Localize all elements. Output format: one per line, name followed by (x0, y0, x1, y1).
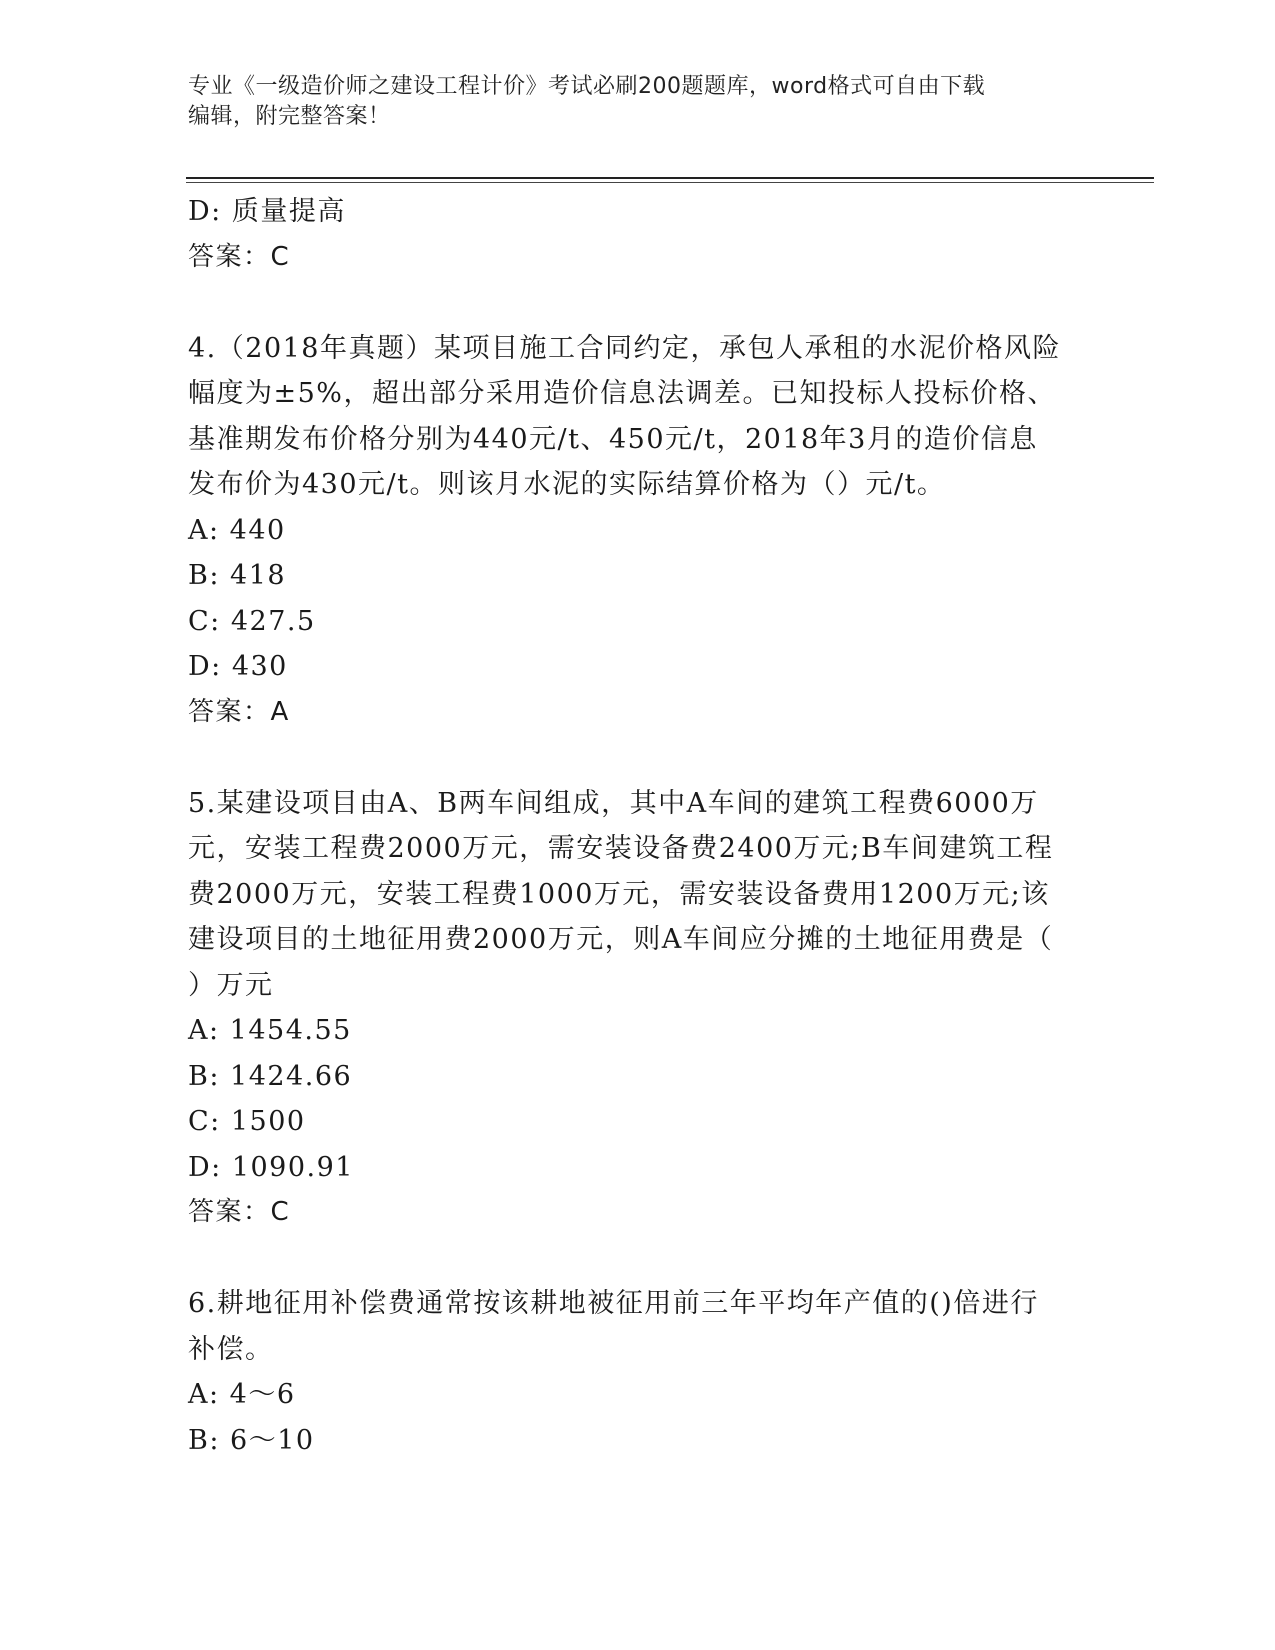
header-rule-thick (186, 177, 1154, 179)
question-content (188, 189, 1068, 1463)
question-5-answer: 答案：C (188, 1197, 291, 1227)
question-5-option-c: C: 1500 (188, 1106, 306, 1137)
question-4-line: 4.（2018年真题）某项目施工合同约定，承包人承租的水泥价格风险 (188, 332, 1061, 364)
question-4-line: 基准期发布价格分别为440元/t、450元/t，2018年3月的造价信息 (188, 423, 1038, 455)
question-6-option-a: A: 4～6 (188, 1379, 296, 1410)
question-4-option-c: C: 427.5 (188, 605, 316, 637)
question-5-line: ）万元 (188, 969, 274, 1001)
question-6-option-b: B: 6～10 (188, 1424, 315, 1456)
question-6-line: 6.耕地征用补偿费通常按该耕地被征用前三年平均年产值的()倍进行 (188, 1288, 1039, 1319)
question-5-line: 费2000万元，安装工程费1000万元，需安装设备费用1200万元;该 (188, 878, 1050, 910)
spacer (188, 735, 1068, 781)
header-line-2: 编辑，附完整答案！ (188, 104, 391, 129)
header-line-1: 专业《一级造价师之建设工程计价》考试必刷200题题库，word格式可自由下载 (188, 74, 986, 99)
spacer (188, 280, 1068, 326)
question-6-line: 补偿。 (188, 1333, 274, 1365)
question-5-line: 元，安装工程费2000万元，需安装设备费2400万元;B车间建筑工程 (188, 833, 1054, 864)
question-4-line: 幅度为±5%，超出部分采用造价信息法调差。已知投标人投标价格、 (188, 378, 1056, 409)
question-5 (188, 781, 1068, 1009)
question-6 (188, 1281, 1068, 1372)
page-header (188, 72, 1068, 132)
question-4-option-d: D: 430 (188, 651, 288, 682)
question-5-line: 建设项目的土地征用费2000万元，则A车间应分摊的土地征用费是（ (188, 924, 1054, 955)
prev-answer: 答案：C (188, 241, 291, 272)
header-rule-thin (186, 182, 1154, 183)
prev-option-d: D: 质量提高 (188, 196, 346, 227)
question-5-option-b: B: 1424.66 (188, 1060, 353, 1092)
question-4-line: 发布价为430元/t。则该月水泥的实际结算价格为（）元/t。 (188, 469, 946, 500)
spacer (188, 1236, 1068, 1282)
question-4 (188, 326, 1068, 508)
question-4-answer: 答案：A (188, 696, 290, 727)
question-4-option-a: A: 440 (188, 514, 286, 546)
question-4-option-b: B: 418 (188, 560, 287, 591)
question-5-line: 5.某建设项目由A、B两车间组成，其中A车间的建筑工程费6000万 (188, 787, 1039, 819)
question-5-option-d: D: 1090.91 (188, 1151, 354, 1183)
question-5-option-a: A: 1454.55 (188, 1015, 352, 1046)
